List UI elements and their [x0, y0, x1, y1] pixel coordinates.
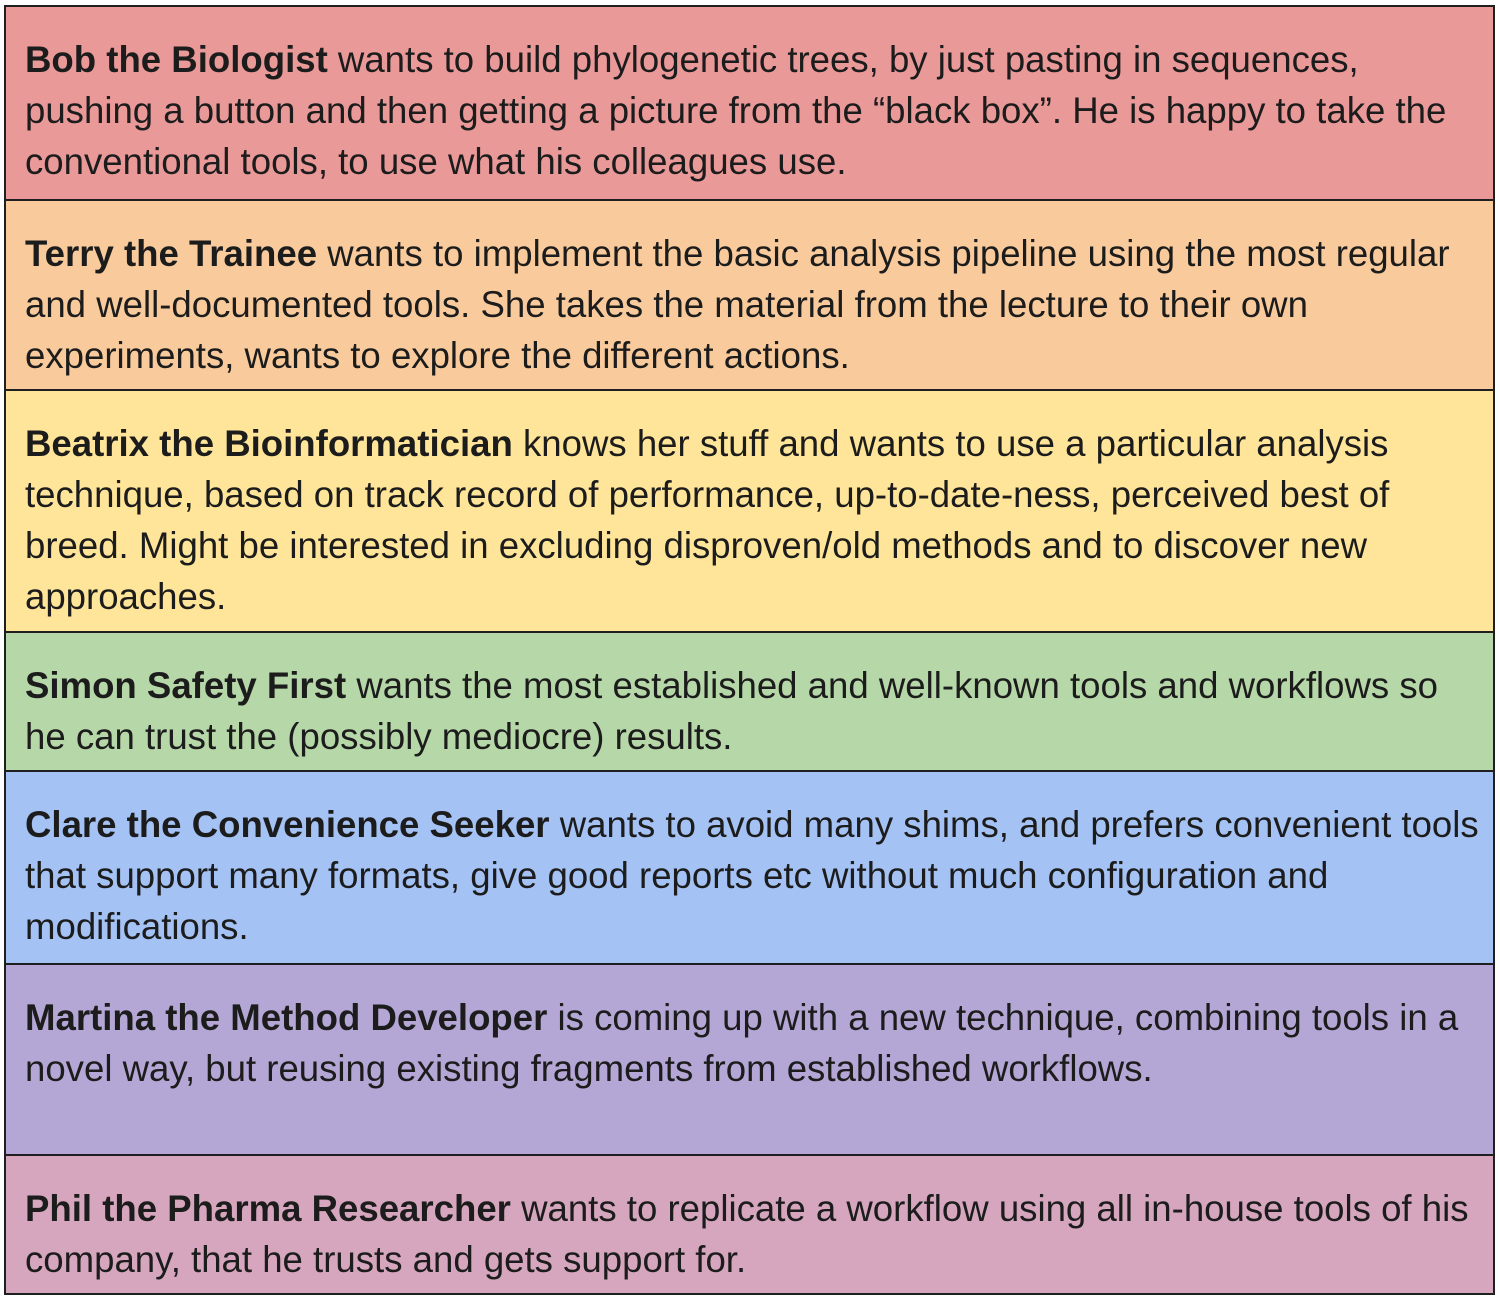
persona-description: is coming up with a new technique, combining tools in a novel way, but reusing existing fragments from established workflows.	[25, 997, 1459, 1089]
persona-name: Clare the Convenience Seeker	[25, 804, 550, 845]
persona-description: wants to implement the basic analysis pipeline using the most regular and well-documented tools. She takes the material from the lecture to their own experiments, wants to explore the different actions.	[25, 233, 1450, 376]
persona-row-bob	[6, 7, 1493, 199]
persona-row-clare	[6, 770, 1493, 963]
persona-name: Phil the Pharma Researcher	[25, 1188, 511, 1229]
persona-name: Beatrix the Bioinformatician	[25, 423, 513, 464]
persona-name: Martina the Method Developer	[25, 997, 548, 1038]
persona-description: knows her stuff and wants to use a particular analysis technique, based on track record of performance, up-to-date-ness, perceived best of breed. Might be interested in excluding disproven/old methods and to discover new approaches.	[25, 423, 1390, 617]
persona-row-terry	[6, 199, 1493, 389]
persona-name: Bob the Biologist	[25, 39, 328, 80]
persona-table	[4, 5, 1495, 1295]
persona-row-phil	[6, 1154, 1493, 1293]
persona-name: Terry the Trainee	[25, 233, 318, 274]
persona-name: Simon Safety First	[25, 665, 347, 706]
persona-row-beatrix	[6, 389, 1493, 631]
persona-row-simon	[6, 631, 1493, 770]
persona-description: wants to build phylogenetic trees, by just pasting in sequences, pushing a button and then getting a picture from the “black box”. He is happy to take the conventional tools, to use what his colleagues use.	[25, 39, 1447, 182]
persona-row-martina	[6, 963, 1493, 1154]
persona-description: wants to avoid many shims, and prefers convenient tools that support many formats, give good reports etc without much configuration and modifications.	[25, 804, 1479, 947]
persona-description: wants to replicate a workflow using all in-house tools of his company, that he trusts and gets support for.	[25, 1188, 1469, 1280]
persona-description: wants the most established and well-known tools and workflows so he can trust the (possibly mediocre) results.	[25, 665, 1438, 757]
